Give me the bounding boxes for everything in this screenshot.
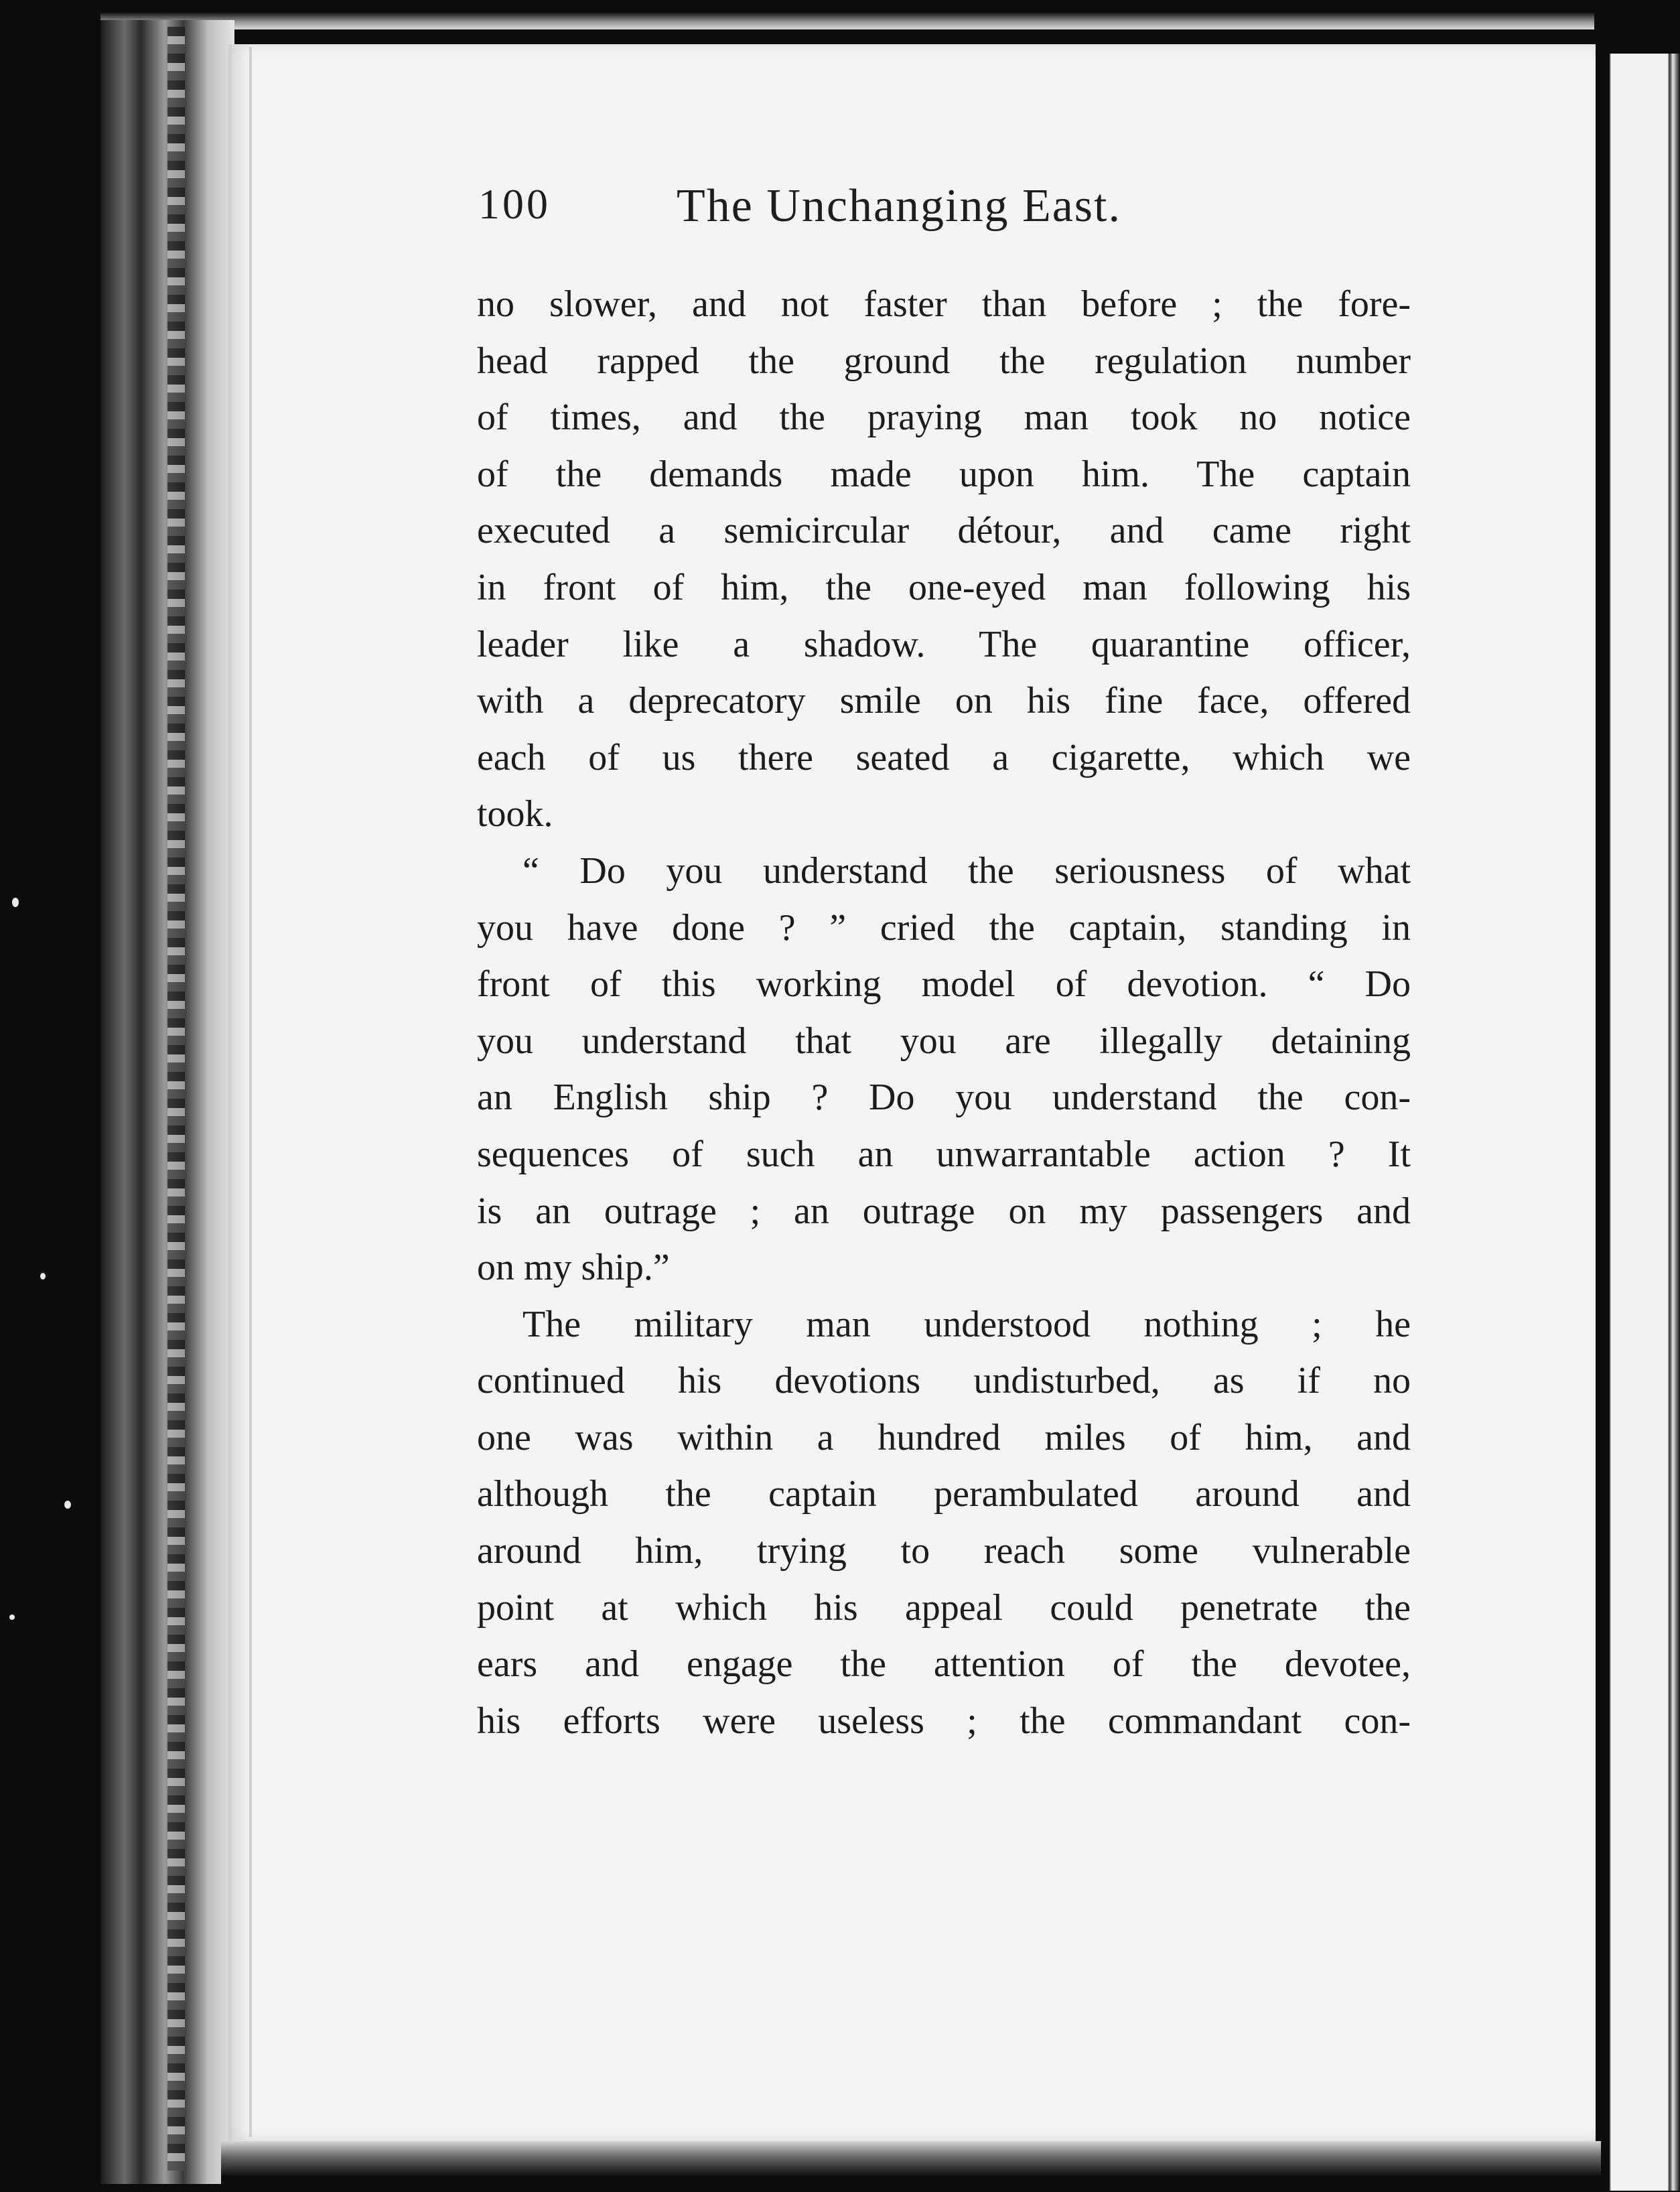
text-line: no slower, and not faster than before ; the fore- xyxy=(477,283,1411,325)
page-gutter-shadow xyxy=(249,47,252,2137)
text-line: with a deprecatory smile on his fine face, offered xyxy=(477,680,1411,722)
text-line: took. xyxy=(477,793,553,835)
text-line: point at which his appeal could penetrate the xyxy=(477,1586,1411,1629)
text-line: leader like a shadow. The quarantine officer, xyxy=(477,623,1411,665)
text-line: executed a semicircular détour, and came right xyxy=(477,510,1411,552)
text-line: on my ship.” xyxy=(477,1247,670,1289)
text-line: head rapped the ground the regulation number xyxy=(477,340,1411,382)
text-line: although the captain perambulated around and xyxy=(477,1473,1411,1515)
text-line: around him, trying to reach some vulnerable xyxy=(477,1530,1411,1572)
text-line: “ Do you understand the seriousness of what xyxy=(522,849,1411,892)
text-line: is an outrage ; an outrage on my passengers and xyxy=(477,1190,1411,1232)
text-line: front of this working model of devotion. “ Do xyxy=(477,963,1411,1006)
scan-speck xyxy=(64,1501,71,1509)
text-line: each of us there seated a cigarette, which we xyxy=(477,736,1411,778)
page-number: 100 xyxy=(478,180,551,228)
text-line: his efforts were useless ; the commandant con- xyxy=(477,1700,1411,1742)
text-line: one was within a hundred miles of him, and xyxy=(477,1416,1411,1458)
text-line: The military man understood nothing ; he xyxy=(522,1303,1411,1345)
scan-speck xyxy=(40,1273,46,1280)
text-line: of the demands made upon him. The captain xyxy=(477,453,1411,495)
facing-page-edge xyxy=(1592,54,1680,2191)
scan-speck xyxy=(12,898,19,907)
scan-bottom-edge xyxy=(221,2141,1601,2192)
running-head xyxy=(478,180,1282,240)
text-line: continued his devotions undisturbed, as if no xyxy=(477,1360,1411,1402)
body-text xyxy=(477,276,1411,1749)
scan-top-edge xyxy=(100,12,1594,29)
text-line: an English ship ? Do you understand the con- xyxy=(477,1077,1411,1119)
running-title: The Unchanging East. xyxy=(677,180,1121,232)
text-line: sequences of such an unwarrantable action ? It xyxy=(477,1133,1411,1175)
text-line: you have done ? ” cried the captain, standing in xyxy=(477,906,1411,949)
text-line: in front of him, the one-eyed man following his xyxy=(477,566,1411,608)
text-line: you understand that you are illegally detaining xyxy=(477,1020,1411,1062)
binding-spine-texture xyxy=(167,27,185,2171)
text-line: ears and engage the attention of the devotee, xyxy=(477,1643,1411,1686)
text-line: of times, and the praying man took no notice xyxy=(477,397,1411,439)
scan-speck xyxy=(9,1615,15,1620)
